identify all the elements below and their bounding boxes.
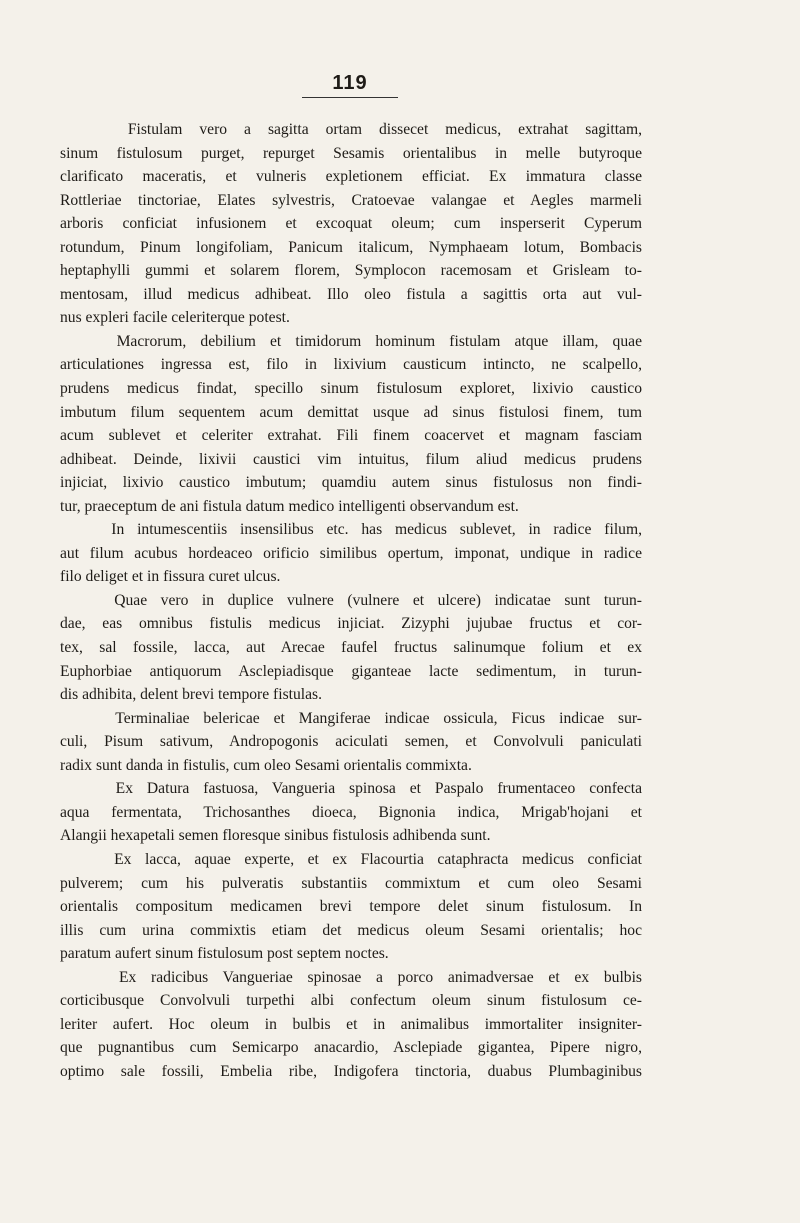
text-line: tur, praeceptum de ani fistula datum medico intelligenti observandum est.	[60, 497, 519, 515]
text-line: aqua fermentata, Trichosanthes dioeca, Bignonia indica, Mrigab'hojani et	[60, 803, 642, 821]
text-line: Terminaliae belericae et Mangiferae indicae ossicula, Ficus indicae sur-	[60, 709, 642, 727]
text-line: injiciat, lixivio caustico imbutum; quamdiu autem sinus fistulosus non findi-	[60, 474, 642, 492]
text-line: acum sublevet et celeriter extrahat. Fili finem coacervet et magnam fasciam	[60, 427, 642, 445]
text-line: nus expleri facile celeriterque potest.	[60, 309, 290, 327]
text-line: Ex lacca, aquae experte, et ex Flacourtia cataphracta medicus conficiat	[60, 850, 642, 868]
text-line: prudens medicus findat, specillo sinum fistulosum exploret, lixivio caustico	[60, 380, 642, 398]
text-line: articulationes ingressa est, filo in lixivium causticum intincto, ne scalpello,	[60, 356, 642, 374]
text-line: culi, Pisum sativum, Andropogonis aciculati semen, et Convolvuli paniculati	[60, 733, 642, 751]
text-line: pulverem; cum his pulveratis substantiis commixtum et cum oleo Sesami	[60, 874, 642, 892]
text-line: clarificato maceratis, et vulneris expletionem efficiat. Ex immatura classe	[60, 168, 642, 186]
text-line: In intumescentiis insensilibus etc. has medicus sublevet, in radice filum,	[60, 521, 642, 539]
text-line: dis adhibita, delent brevi tempore fistulas.	[60, 686, 322, 704]
text-line: paratum aufert sinum fistulosum post septem noctes.	[60, 945, 389, 963]
text-line: Fistulam vero a sagitta ortam dissecet medicus, extrahat sagittam,	[60, 121, 642, 138]
text-line: Alangii hexapetali semen floresque sinibus fistulosis adhibenda sunt.	[60, 827, 491, 845]
text-line: leriter aufert. Hoc oleum in bulbis et in animalibus immortaliter insigniter-	[60, 1015, 642, 1033]
text-line: corticibusque Convolvuli turpethi albi confectum oleum sinum fistulosum ce-	[60, 992, 642, 1010]
page-number-rule	[302, 97, 398, 98]
text-line: Macrorum, debilium et timidorum hominum fistulam atque illam, quae	[60, 332, 642, 350]
text-line: imbutum filum sequentem acum demittat usque ad sinus fistulosi finem, tum	[60, 403, 642, 421]
text-line: radix sunt danda in fistulis, cum oleo Sesami orientalis commixta.	[60, 756, 472, 774]
body-text	[60, 118, 642, 1083]
text-line: filo deliget et in fissura curet ulcus.	[60, 568, 281, 586]
text-line: heptaphylli gummi et solarem florem, Symplocon racemosam et Grisleam to-	[60, 262, 642, 280]
text-line: que pugnantibus cum Semicarpo anacardio, Asclepiade gigantea, Pipere nigro,	[60, 1039, 642, 1057]
text-line: dae, eas omnibus fistulis medicus injiciat. Zizyphi jujubae fructus et cor-	[60, 615, 642, 633]
text-line: optimo sale fossili, Embelia ribe, Indigofera tinctoria, duabus Plumbaginibus	[60, 1062, 642, 1080]
page-number: 119	[332, 72, 368, 94]
text-line: Ex Datura fastuosa, Vangueria spinosa et Paspalo frumentaceo confecta	[60, 780, 642, 798]
text-line: Ex radicibus Vangueriae spinosae a porco animadversae et ex bulbis	[60, 968, 642, 986]
text-line: Quae vero in duplice vulnere (vulnere et ulcere) indicatae sunt turun-	[60, 591, 642, 609]
text-line: mentosam, illud medicus adhibeat. Illo oleo fistula a sagittis orta aut vul-	[60, 285, 642, 303]
text-line: Euphorbiae antiquorum Asclepiadisque giganteae lacte sedimentum, in turun-	[60, 662, 642, 680]
text-line: Rottleriae tinctoriae, Elates sylvestris, Cratoevae valangae et Aegles marmeli	[60, 191, 642, 209]
text-line: aut filum acubus hordeaceo orificio similibus opertum, imponat, undique in radice	[60, 544, 642, 562]
text-line: rotundum, Pinum longifoliam, Panicum italicum, Nymphaeam lotum, Bombacis	[60, 238, 642, 256]
text-line: adhibeat. Deinde, lixivii caustici vim intuitus, filum aliud medicus prudens	[60, 450, 642, 468]
text-line: arboris conficiat infusionem et excoquat oleum; cum insperserit Cyperum	[60, 215, 642, 233]
text-line: tex, sal fossile, lacca, aut Arecae faufel fructus salinumque folium et ex	[60, 639, 642, 657]
text-line: orientalis compositum medicamen brevi tempore delet sinum fistulosum. In	[60, 898, 642, 916]
text-line: sinum fistulosum purget, repurget Sesamis orientalibus in melle butyroque	[60, 144, 642, 162]
text-line: illis cum urina commixtis etiam det medicus oleum Sesami orientalis; hoc	[60, 921, 642, 939]
